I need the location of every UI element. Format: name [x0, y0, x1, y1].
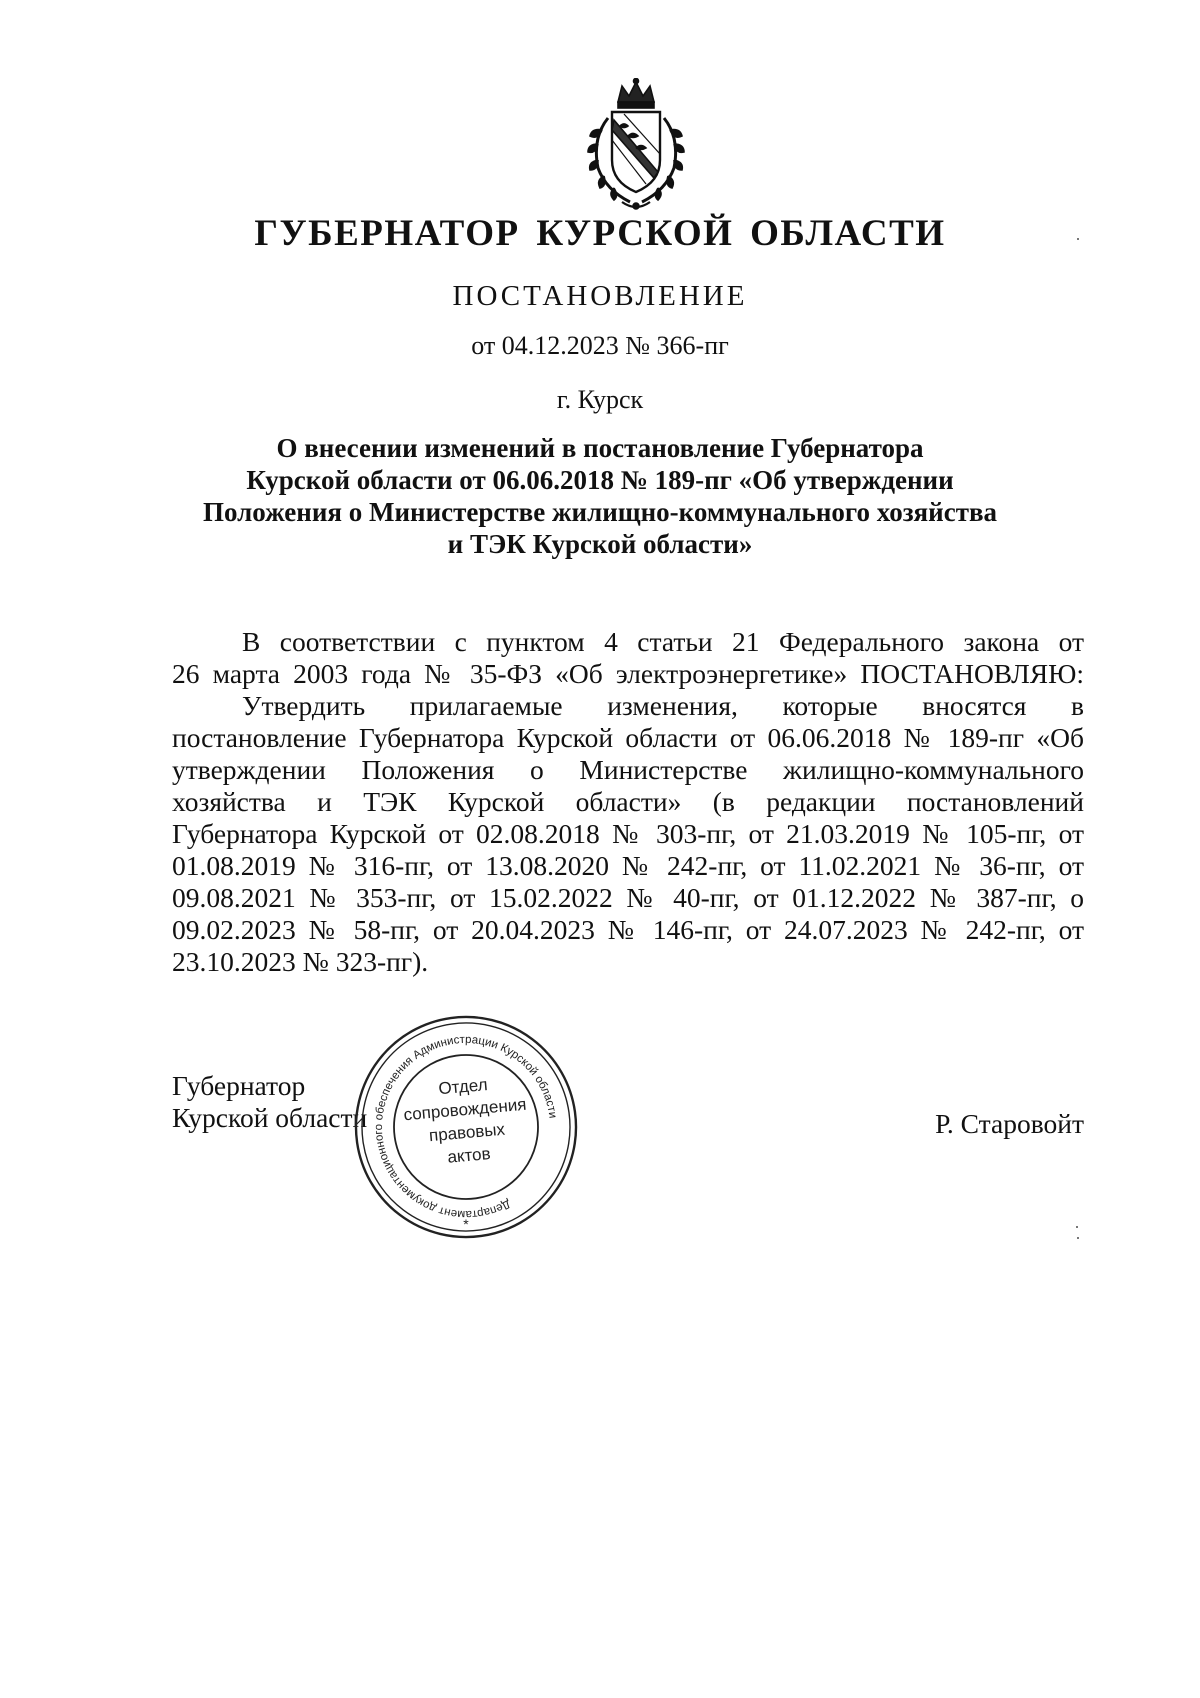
stamp-center-line: актов [446, 1144, 492, 1167]
stamp-center-line: правовых [428, 1119, 506, 1146]
body-line: 23.10.2023 № 323-пг). [172, 946, 429, 977]
document-title [150, 432, 1050, 560]
preamble-paragraph [172, 626, 1084, 690]
body-line: 09.08.2021 № 353-пг, от 15.02.2022 № 40-пг, от 01.12.2022 № 387-пг, о [172, 882, 1084, 913]
stamp-center-line: Отдел [437, 1075, 489, 1099]
body-line: хозяйства и ТЭК Курской области» (в редакции постановлений [172, 786, 1084, 817]
scan-speck [1077, 238, 1079, 240]
document-city: г. Курск [556, 385, 644, 414]
body-line: постановление Губернатора Курской области от 06.06.2018 № 189-пг «Об [172, 722, 1084, 753]
signatory-name: Р. Старовойт [935, 1108, 1084, 1139]
body-line: В соответствии с пунктом 4 статьи 21 Федерального закона от [242, 626, 1084, 657]
title-line: Положения о Министерстве жилищно-коммунального хозяйства [202, 497, 998, 527]
title-line: Курской области от 06.06.2018 № 189-пг «Об утверждении [246, 465, 954, 495]
title-line: О внесении изменений в постановление Губернатора [276, 433, 924, 463]
signatory-position-line: Губернатор [172, 1070, 306, 1101]
body-line: Утвердить прилагаемые изменения, которые вносятся в [242, 690, 1084, 721]
stamp-center-line: сопровождения [402, 1094, 528, 1125]
official-stamp [352, 1013, 580, 1241]
stamp-center-text [378, 1068, 553, 1174]
kursk-coat-of-arms-icon [572, 78, 700, 214]
resolution-paragraph [172, 690, 1084, 978]
document-type: ПОСТАНОВЛЕНИЕ [452, 280, 748, 312]
signatory-position [172, 1070, 367, 1134]
stamp-star: * [463, 1216, 469, 1232]
document-date-number: от 04.12.2023 № 366-пг [471, 331, 729, 360]
body-line: утверждении Положения о Министерстве жилищно-коммунального [172, 754, 1084, 785]
scan-speck [1077, 1237, 1079, 1239]
body-line: 26 марта 2003 года № 35-ФЗ «Об электроэнергетике» ПОСТАНОВЛЯЮ: [172, 658, 1084, 689]
body-line: 09.02.2023 № 58-пг, от 20.04.2023 № 146-пг, от 24.07.2023 № 242-пг, от [172, 914, 1084, 945]
issuing-authority: ГУБЕРНАТОР КУРСКОЙ ОБЛАСТИ [254, 213, 946, 254]
body-line: 01.08.2019 № 316-пг, от 13.08.2020 № 242-пг, от 11.02.2021 № 36-пг, от [172, 850, 1084, 881]
stamp-ring-text: Департамент документационного обеспечения Администрации Курской области [372, 1033, 559, 1221]
body-line: Губернатора Курской от 02.08.2018 № 303-пг, от 21.03.2019 № 105-пг, от [172, 818, 1084, 849]
scan-speck [1076, 1226, 1078, 1228]
signatory-position-line: Курской области [172, 1102, 368, 1133]
title-line: и ТЭК Курской области» [447, 529, 753, 559]
